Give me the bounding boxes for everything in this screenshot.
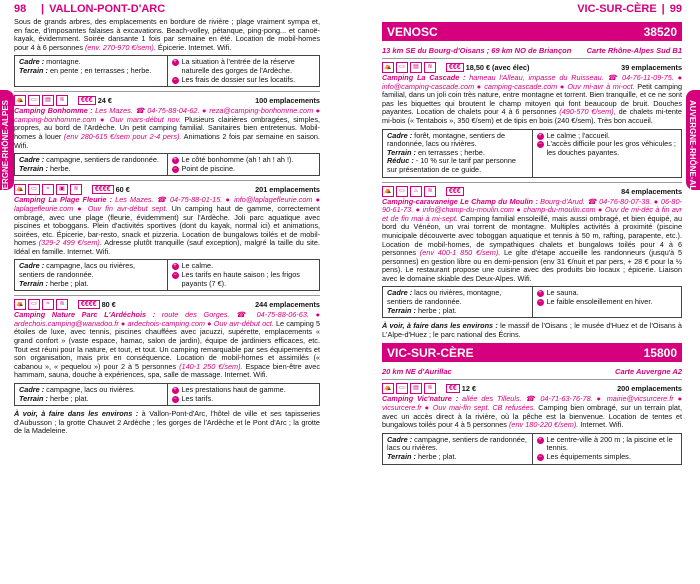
minus-icon: − — [173, 76, 177, 83]
camping-entry: Camping Bonhomme : Les Mazes. ☎ 04-75-88-04-62. ● reza@camping-bonhomme.com ● camping-bonhomme.com ● Ouv mars-début nov. Plusieurs clairières ombragées, simples, propres, au bord de l'Ardèche. Un petit camping familial. Sanitaires bien entretenus. Mobil-homes à louer (env 280-615 €/sem pour 2-4 pers). Animations 2 fois par semaine en saison. Wifi. — [14, 106, 320, 150]
camping-entry: Camping Nature Parc L'Ardéchois : route des Gorges. ☎ 04-75-88-06-63. ● ardechois.camping@wanadoo.fr ● ardechois-camping.com ● Ouv avr-début oct. Le camping 5 étoiles de luxe, avec tennis, piscines chauffées avec jacuzzi, supérette, emplacements « grand confort » (vaste espace, hamac, salon de jardin), équipe de jardiniers efficaces, etc. Tout est réuni pour la nature, et tout, et tout. Un camping remarquable par ses équipements et son organisation, mais prix en conséquence. Location de mobil-homes et assimilés (« cabanou », « pequelou ») pour 2 à 5 personnes (140-1 250 €/sem). Espace bien-être avec hammam, sauna, douche à expériences, spa, salle de massage. Internet. Wifi. — [14, 310, 321, 380]
voir-text: À voir, à faire dans les environs : le massif de l'Oisans ; le musée d'Huez et de l'Oisans à L'Alpe-d'Huez ; le parc national des Écrins. — [382, 321, 682, 339]
right-header: VIC-SUR-CÈRE | 99 — [577, 3, 682, 15]
amenity-row — [382, 182, 682, 197]
minus-icon: − — [538, 299, 542, 306]
emplacement-count: 200 emplacements — [617, 384, 682, 394]
left-page — [0, 0, 320, 584]
camping-entry: Camping La Plage Fleurie : Les Mazes. ☎ 04-75-88-01-15. ● info@laplagefleurie.com ● laplagefleurie.com ● Ouv fin avr-début sept. Un camping haut de gamme, correctement ombragé, avec une plage (fleurie, évidemment) sur l'Ardèche. Joli parc aquatique avec piscines et toboggans. Plein d'activités sportives (dont du kayak, normal ici) et animations, soirées, etc. Épicerie, bar-resto, snack et pizzeria. Location de bungalows toilés et de mobil-homes (329-2 499 €/sem). Adresse plutôt tranquille (sauf exception), malgré la taille du site. Idéal en famille. Internet. Wifi. — [14, 195, 320, 256]
price-badge: €€€ — [78, 96, 96, 105]
wifi-icon: ≋ — [424, 383, 436, 394]
caravan-icon: ▭ — [28, 95, 40, 106]
tent-icon: ⛺ — [382, 383, 394, 394]
caravan-icon: ▭ — [28, 299, 40, 310]
side-label-right: AUVERGNE-RHÔNE-ALPES — [688, 100, 697, 207]
restaurant-icon: ♨ — [410, 186, 422, 197]
plus-icon: + — [173, 387, 177, 393]
wifi-icon: ≋ — [56, 95, 68, 106]
tent-icon: ⛺ — [382, 186, 394, 197]
info-box: Cadre : lacs ou rivières, montagne, sentiers de randonnée. Terrain : herbe ; plat. + Le sauna. − Le faible ensoleillement en hiver. — [382, 286, 682, 318]
info-box: Cadre : campagne, sentiers de randonnée, lacs ou rivières. Terrain : herbe ; plat. + Le centre-ville à 200 m ; la piscine et le tennis. − Les équipements simples. — [382, 433, 682, 465]
tent-icon: ⛺ — [14, 184, 26, 195]
camping-entry: Camping La Cascade : hameau l'Alleau, impasse du Ruisseau. ☎ 04-76-11-09-75. ● info@camping-cascade.com ● camping-cascade.com ● Ouv mi-avr à mi-oct. Petit camping familial, dans un joli coin très nature, entre montagne et torrent. Bien tranquille, et ce ne sont pas les biquettes qui broutent le champ mitoyen qui font beaucoup de bruit. Douches payantes. Location de chalets pour 4 à 6 personnes (490-570 €/sem), de chalets mi-tente mi-bois (« Tentabois », 350 €/sem) et de tipis en bois (240 €/sem). Très bon accueil. — [382, 73, 683, 125]
side-label-left: AUVERGNE-RHÔNE-ALPES — [1, 100, 10, 207]
price-badge: €€€€ — [92, 185, 114, 194]
amenity-row: ⛺ ▭ ≈ ▣ ≋ €€€€ 60 € 201 emplacements — [14, 180, 320, 195]
page-title: VALLON-PONT-D'ARC — [49, 3, 166, 15]
caravan-icon: ▭ — [28, 184, 40, 195]
plus-icon: + — [538, 132, 542, 139]
camper-icon: ▤ — [410, 383, 422, 394]
location-line: 20 km NE d'Aurillac Carte Auvergne A2 — [382, 367, 682, 377]
intro-text: Sous de grands arbres, des emplacements en bordure de rivière ; plage vraiment sympa et, en face, d'imposantes falaises à excavations. Beach-volley, pétanque, ping-pong... et canoë-kayak, évidemment. Soirée dansante 1 fois par semaine en été. Location de mobil-homes pour 4 à 6 personnes (env. 270-970 €/sem). Épicerie. Internet. Wifi. — [14, 17, 320, 52]
pool-icon: ≈ — [42, 184, 54, 195]
emplacement-count: 201 emplacements — [255, 185, 320, 195]
tent-icon: ⛺ — [14, 95, 26, 106]
emplacement-count: 84 emplacements — [621, 186, 682, 196]
emplacement-count: 39 emplacements — [621, 63, 682, 72]
page-number: 99 — [669, 3, 682, 15]
plus-icon: + — [538, 290, 542, 297]
minus-icon: − — [173, 165, 177, 172]
shop-icon: ▣ — [56, 184, 68, 195]
caravan-icon: ▭ — [396, 62, 408, 73]
page-number: 98 — [14, 3, 27, 15]
emplacement-count: 244 emplacements — [255, 300, 320, 310]
pool-icon: ≈ — [42, 299, 54, 310]
amenity-row: ⛺ ▭ ▤ ≋ €€ 12 € 200 emplacements — [382, 379, 682, 394]
wifi-icon: ≋ — [424, 186, 436, 197]
tent-icon: ⛺ — [14, 299, 26, 310]
info-box: Cadre : forêt, montagne, sentiers de randonnée, lacs ou rivières. Terrain : en terrasses ; herbe. Réduc : - 10 % sur le tarif par personne sur présentation de ce guide. + Le calme ; l'accueil. − L'accès difficile pour les gros véhicules ; les douches payantes. — [382, 129, 682, 178]
minus-icon: − — [538, 141, 542, 148]
price-badge: €€€ — [446, 63, 464, 72]
plus-icon: + — [173, 157, 177, 164]
camping-entry: Camping Vic'nature : allée des Tilleuls. ☎ 04-71-63-76-78. ● mairie@vicsurcere.fr ● vicsurcere.fr ● Ouv mai-fin sept. CB refusées. Camping bien ombragé, sur un terrain plat, avec un accès direct à la rivière, où la pêche est la bienvenue. Location de tentes et bungalows toilés pour 4 à 5 personnes (env 180-220 €/sem). Internet. Wifi. — [382, 394, 683, 430]
info-box: Cadre : montagne. Terrain : en pente ; en terrasses ; herbe. + La situation à l'entrée de la réserve naturelle des gorges de l'Ardèche. − Les frais de dossier sur les locatifs. — [14, 55, 320, 87]
location-line: 13 km SE du Bourg-d'Oisans ; 69 km NO de Briançon Carte Rhône-Alpes Sud B1 — [382, 46, 682, 55]
voir-text: À voir, à faire dans les environs : à Vallon-Pont-d'Arc, l'hôtel de ville et ses tapisseries d'Aubusson ; la grotte Chauvet 2 Ardèche ; les gorges de l'Ardèche et le Pont d'Arc ; la grotte de la Madeleine. — [14, 409, 320, 436]
minus-icon: − — [538, 454, 542, 460]
amenity-row: ⛺ ▭ ▤ ≋ €€€ 24 € 100 emplacements — [14, 91, 320, 106]
emplacement-count: 100 emplacements — [255, 96, 320, 106]
town-banner: VIC-SUR-CÈRE 15800 — [382, 343, 682, 362]
wifi-icon: ≋ — [70, 184, 82, 195]
wifi-icon: ≋ — [56, 299, 68, 310]
page-title: VIC-SUR-CÈRE — [577, 3, 657, 15]
right-page — [382, 0, 682, 584]
tent-icon: ⛺ — [382, 62, 394, 73]
caravan-icon: ▭ — [396, 383, 408, 394]
caravan-icon: ▭ — [396, 186, 408, 197]
plus-icon: + — [173, 59, 177, 66]
minus-icon: − — [173, 395, 177, 402]
minus-icon: − — [173, 272, 177, 279]
camper-icon: ▤ — [42, 95, 54, 106]
plus-icon: + — [538, 436, 542, 443]
info-box: Cadre : campagne, sentiers de randonnée. Terrain : herbe. + Le côté bonhomme (ah ! ah ! ah !). − Point de piscine. — [14, 153, 320, 176]
info-box: Cadre : campagne, lacs ou rivières. Terrain : herbe ; plat. + Les prestations haut de gamme. − Les tarifs. — [14, 383, 320, 406]
amenity-row: ⛺ ▭ ▤ ≋ €€€ 18,50 € (avec élec) 39 emplacements — [382, 58, 682, 73]
price-badge: €€ — [446, 384, 460, 393]
price-badge: €€€€ — [78, 300, 100, 309]
plus-icon: + — [173, 263, 177, 270]
price-badge: €€€ — [446, 187, 464, 196]
amenity-row: ⛺ ▭ ≈ ≋ €€€€ 80 € 244 emplacements — [14, 295, 320, 310]
camper-icon: ▤ — [410, 62, 422, 73]
info-box: Cadre : campagne, lacs ou rivières, sentiers de randonnée. Terrain : herbe ; plat. + Le calme. − Les tarifs en haute saison ; les frigos payants (7 €). — [14, 259, 320, 291]
town-banner: VENOSC 38520 — [382, 22, 682, 41]
camping-entry: Camping-caravaneige Le Champ du Moulin : Bourg-d'Arud. ☎ 04-76-80-07-38. ● 06-80-90-61-73. ● info@champ-du-moulin.com ● champ-du-moulin.com ● Ouv de mi-déc à fin avr et de fin mai à mi-sept. Camping familial ensoleillé, mais aussi ombragé, et bien équipé, au bord du Vénéon, un vrai torrent de montagne. Multiples activités à proximité (piscine municipale découverte avec toboggan aquatique et tennis à 50 m, rafting, parapente, etc.). Location de mobil-homes, de sympathiques chalets et bungalows toilés pour 4 à 6 personnes (env 400-1 850 €/sem). Le gîte d'étape accueille les randonneurs (jusqu'à 5 personnes) en gestion libre ou en demi-pension (env 31 €/nuit et par pers, + 28 € pour la ½ pens). Le restaurant propose une cuisine avec des produits bio locaux ; épicerie. Liaison avec le domaine skiable des Deux-Alpes. Wifi. — [382, 196, 683, 283]
left-header: 98 | VALLON-PONT-D'ARC — [14, 3, 166, 15]
wifi-icon: ≋ — [424, 62, 436, 73]
